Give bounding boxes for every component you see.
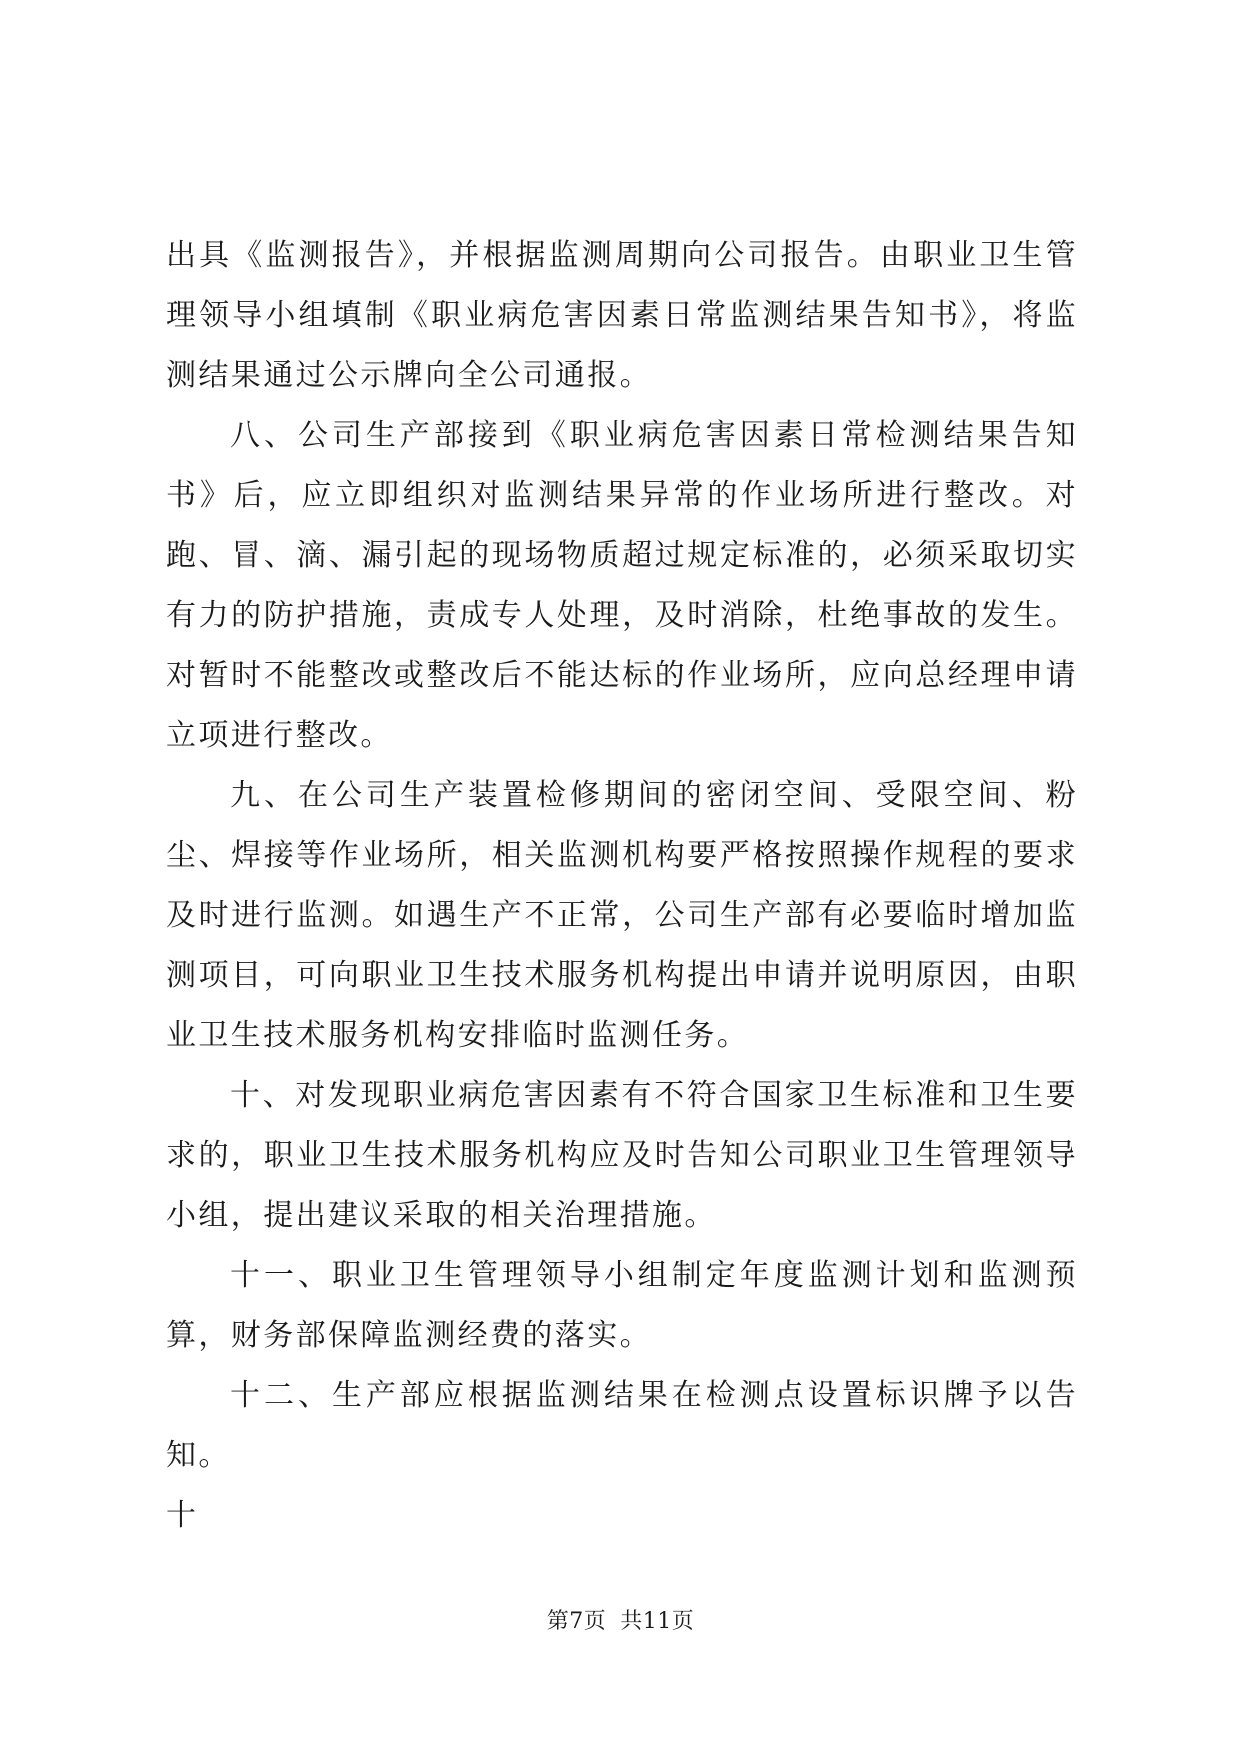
- page-total: 共11页: [620, 1609, 695, 1634]
- document-body: [166, 226, 1078, 1546]
- page-number: 第7页: [546, 1609, 607, 1634]
- paragraph-1: 出具《监测报告》，并根据监测周期向公司报告。由职业卫生管理领导小组填制《职业病危害因素日常监测结果告知书》，将监测结果通过公示牌向全公司通报。: [166, 238, 1078, 393]
- paragraph-4: 十、对发现职业病危害因素有不符合国家卫生标准和卫生要求的，职业卫生技术服务机构应及时告知公司职业卫生管理领导小组，提出建议采取的相关治理措施。: [166, 1078, 1078, 1233]
- page-footer: [0, 1607, 1241, 1637]
- paragraph-5: 十一、职业卫生管理领导小组制定年度监测计划和监测预算，财务部保障监测经费的落实。: [166, 1258, 1078, 1353]
- paragraph-2: 八、公司生产部接到《职业病危害因素日常检测结果告知书》后，应立即组织对监测结果异常的作业场所进行整改。对跑、冒、滴、漏引起的现场物质超过规定标准的，必须采取切实有力的防护措施，责成专人处理，及时消除，杜绝事故的发生。对暂时不能整改或整改后不能达标的作业场所，应向总经理申请立项进行整改。: [166, 418, 1078, 753]
- paragraph-6: 十二、生产部应根据监测结果在检测点设置标识牌予以告知。: [166, 1378, 1078, 1473]
- paragraph-3: 九、在公司生产装置检修期间的密闭空间、受限空间、粉尘、焊接等作业场所，相关监测机构要严格按照操作规程的要求及时进行监测。如遇生产不正常，公司生产部有必要临时增加监测项目，可向职业卫生技术服务机构提出申请并说明原因，由职业卫生技术服务机构安排临时监测任务。: [166, 778, 1078, 1053]
- paragraph-7: 十: [166, 1498, 199, 1533]
